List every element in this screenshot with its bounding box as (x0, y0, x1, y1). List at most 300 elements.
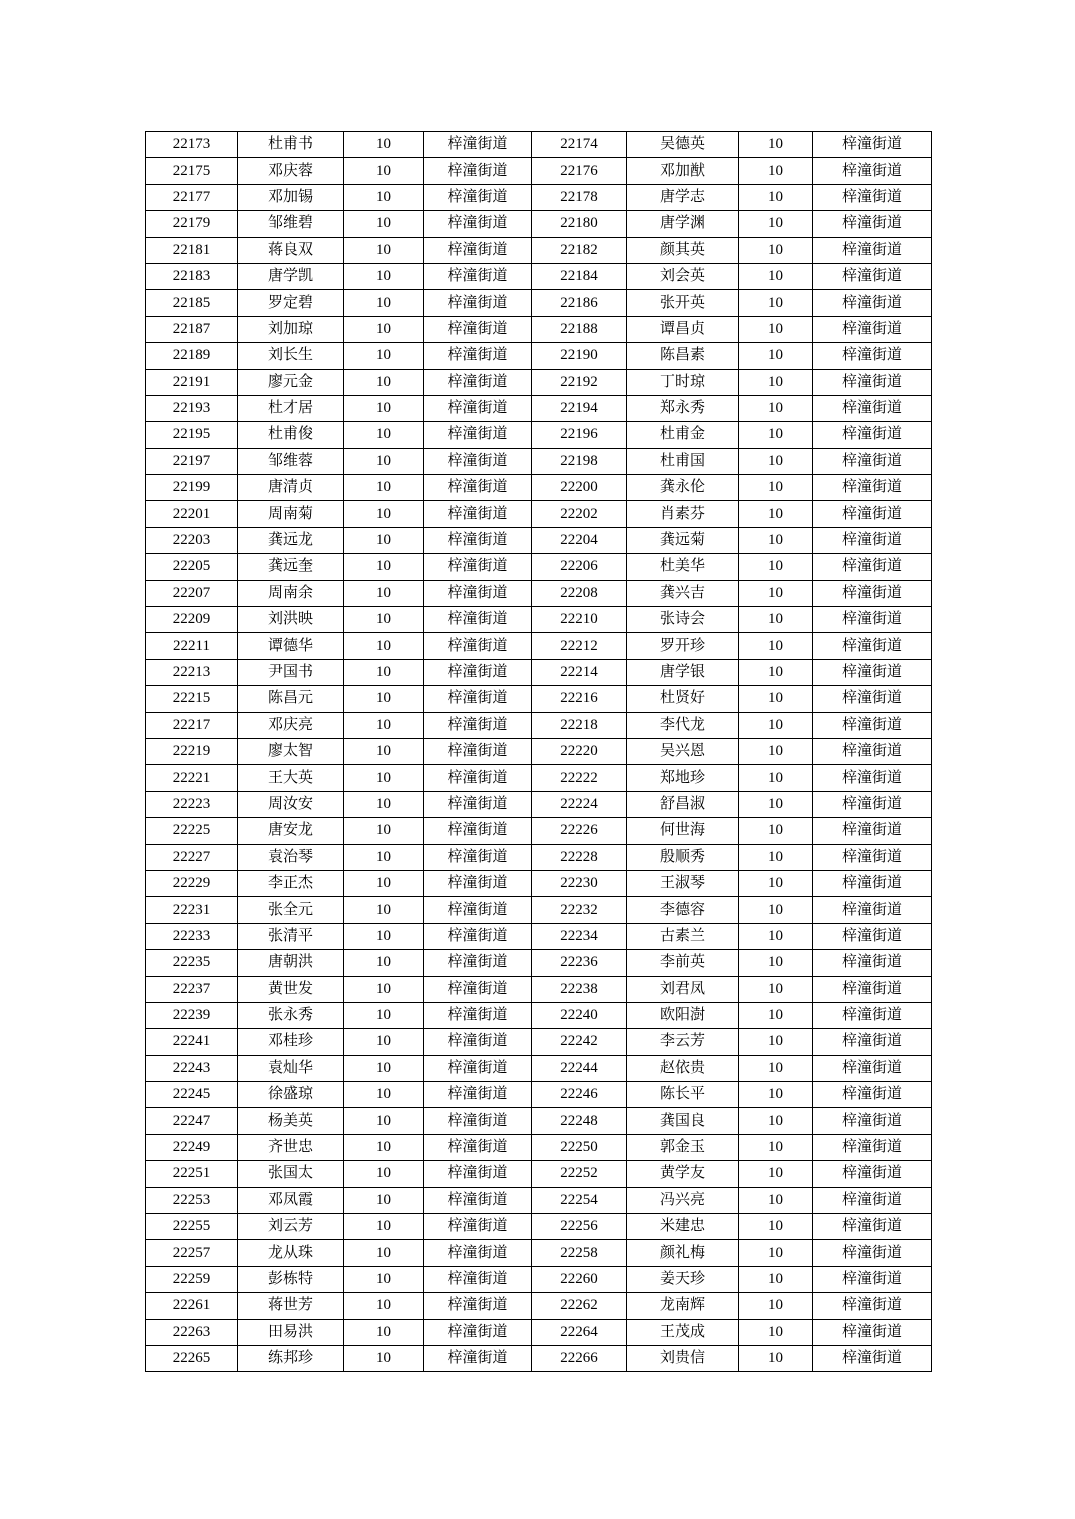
person-name: 谭昌贞 (627, 316, 739, 342)
amount: 10 (344, 897, 424, 923)
table-row (146, 132, 932, 158)
table-row (146, 1187, 932, 1213)
person-id: 22214 (532, 659, 627, 685)
amount: 10 (344, 132, 424, 158)
district: 梓潼街道 (813, 263, 932, 289)
table-row (146, 765, 932, 791)
amount: 10 (739, 501, 813, 527)
district: 梓潼街道 (813, 897, 932, 923)
person-name: 刘云芳 (238, 1214, 344, 1240)
person-name: 古素兰 (627, 923, 739, 949)
amount: 10 (344, 1240, 424, 1266)
records-table-body (146, 132, 932, 1372)
person-name: 唐清贞 (238, 475, 344, 501)
amount: 10 (344, 211, 424, 237)
person-id: 22216 (532, 686, 627, 712)
table-row (146, 395, 932, 421)
district: 梓潼街道 (813, 501, 932, 527)
person-id: 22235 (146, 950, 238, 976)
district: 梓潼街道 (424, 607, 532, 633)
amount: 10 (739, 1029, 813, 1055)
amount: 10 (739, 369, 813, 395)
amount: 10 (344, 395, 424, 421)
person-name: 练邦珍 (238, 1345, 344, 1371)
district: 梓潼街道 (813, 1055, 932, 1081)
table-row (146, 1266, 932, 1292)
amount: 10 (344, 1161, 424, 1187)
district: 梓潼街道 (813, 237, 932, 263)
amount: 10 (739, 950, 813, 976)
person-name: 何世海 (627, 818, 739, 844)
amount: 10 (344, 870, 424, 896)
district: 梓潼街道 (813, 607, 932, 633)
person-id: 22187 (146, 316, 238, 342)
person-name: 郑永秀 (627, 395, 739, 421)
person-id: 22255 (146, 1214, 238, 1240)
person-name: 邹维蓉 (238, 448, 344, 474)
person-name: 黄学友 (627, 1161, 739, 1187)
district: 梓潼街道 (813, 1293, 932, 1319)
person-name: 颜其英 (627, 237, 739, 263)
table-row (146, 158, 932, 184)
person-name: 王大英 (238, 765, 344, 791)
amount: 10 (344, 1055, 424, 1081)
person-name: 郭金玉 (627, 1134, 739, 1160)
table-row (146, 1002, 932, 1028)
table-row (146, 791, 932, 817)
amount: 10 (344, 448, 424, 474)
person-id: 22232 (532, 897, 627, 923)
person-id: 22249 (146, 1134, 238, 1160)
person-name: 肖素芬 (627, 501, 739, 527)
district: 梓潼街道 (424, 765, 532, 791)
district: 梓潼街道 (424, 1029, 532, 1055)
person-id: 22176 (532, 158, 627, 184)
person-name: 黄世发 (238, 976, 344, 1002)
person-name: 刘洪映 (238, 607, 344, 633)
table-row (146, 950, 932, 976)
person-name: 杜甫国 (627, 448, 739, 474)
person-id: 22175 (146, 158, 238, 184)
person-id: 22224 (532, 791, 627, 817)
amount: 10 (739, 1161, 813, 1187)
person-name: 邓加猷 (627, 158, 739, 184)
person-id: 22182 (532, 237, 627, 263)
table-row (146, 554, 932, 580)
district: 梓潼街道 (813, 448, 932, 474)
table-row (146, 1108, 932, 1134)
person-name: 龙从珠 (238, 1240, 344, 1266)
district: 梓潼街道 (424, 897, 532, 923)
table-row (146, 475, 932, 501)
amount: 10 (739, 263, 813, 289)
person-id: 22254 (532, 1187, 627, 1213)
table-row (146, 870, 932, 896)
person-name: 唐安龙 (238, 818, 344, 844)
district: 梓潼街道 (424, 686, 532, 712)
district: 梓潼街道 (813, 950, 932, 976)
person-name: 杜甫书 (238, 132, 344, 158)
person-name: 谭德华 (238, 633, 344, 659)
table-row (146, 1345, 932, 1371)
table-row (146, 422, 932, 448)
table-row (146, 343, 932, 369)
district: 梓潼街道 (813, 1108, 932, 1134)
amount: 10 (739, 343, 813, 369)
person-id: 22186 (532, 290, 627, 316)
amount: 10 (344, 475, 424, 501)
records-table (145, 131, 932, 1372)
table-row (146, 686, 932, 712)
person-id: 22227 (146, 844, 238, 870)
amount: 10 (344, 1319, 424, 1345)
amount: 10 (344, 1214, 424, 1240)
district: 梓潼街道 (424, 738, 532, 764)
person-name: 蒋世芳 (238, 1293, 344, 1319)
amount: 10 (739, 1319, 813, 1345)
table-row (146, 1293, 932, 1319)
table-row (146, 263, 932, 289)
person-name: 龚国良 (627, 1108, 739, 1134)
person-id: 22174 (532, 132, 627, 158)
person-id: 22190 (532, 343, 627, 369)
person-name: 杜甫俊 (238, 422, 344, 448)
district: 梓潼街道 (813, 1134, 932, 1160)
person-id: 22211 (146, 633, 238, 659)
person-id: 22260 (532, 1266, 627, 1292)
person-id: 22188 (532, 316, 627, 342)
person-id: 22219 (146, 738, 238, 764)
table-row (146, 184, 932, 210)
district: 梓潼街道 (813, 1082, 932, 1108)
district: 梓潼街道 (424, 395, 532, 421)
amount: 10 (344, 950, 424, 976)
table-row (146, 1161, 932, 1187)
person-name: 龚永伦 (627, 475, 739, 501)
district: 梓潼街道 (424, 290, 532, 316)
table-row (146, 580, 932, 606)
district: 梓潼街道 (813, 818, 932, 844)
person-name: 张永秀 (238, 1002, 344, 1028)
person-id: 22244 (532, 1055, 627, 1081)
person-name: 徐盛琼 (238, 1082, 344, 1108)
district: 梓潼街道 (813, 211, 932, 237)
person-id: 22201 (146, 501, 238, 527)
person-name: 邓庆蓉 (238, 158, 344, 184)
amount: 10 (739, 448, 813, 474)
person-name: 陈昌素 (627, 343, 739, 369)
person-id: 22234 (532, 923, 627, 949)
person-name: 邓庆亮 (238, 712, 344, 738)
amount: 10 (344, 1293, 424, 1319)
person-id: 22229 (146, 870, 238, 896)
person-name: 王淑琴 (627, 870, 739, 896)
district: 梓潼街道 (424, 132, 532, 158)
district: 梓潼街道 (813, 976, 932, 1002)
amount: 10 (739, 580, 813, 606)
district: 梓潼街道 (813, 844, 932, 870)
person-name: 唐朝洪 (238, 950, 344, 976)
table-row (146, 738, 932, 764)
person-name: 丁时琼 (627, 369, 739, 395)
person-id: 22265 (146, 1345, 238, 1371)
person-name: 龚远奎 (238, 554, 344, 580)
district: 梓潼街道 (813, 158, 932, 184)
amount: 10 (739, 184, 813, 210)
district: 梓潼街道 (424, 1240, 532, 1266)
person-id: 22228 (532, 844, 627, 870)
amount: 10 (344, 422, 424, 448)
table-row (146, 211, 932, 237)
person-id: 22238 (532, 976, 627, 1002)
person-name: 刘加琼 (238, 316, 344, 342)
amount: 10 (344, 738, 424, 764)
person-id: 22230 (532, 870, 627, 896)
district: 梓潼街道 (813, 554, 932, 580)
records-table-container (145, 131, 932, 1372)
district: 梓潼街道 (424, 1293, 532, 1319)
person-name: 袁灿华 (238, 1055, 344, 1081)
amount: 10 (739, 316, 813, 342)
amount: 10 (739, 976, 813, 1002)
district: 梓潼街道 (424, 1082, 532, 1108)
amount: 10 (344, 580, 424, 606)
amount: 10 (344, 1002, 424, 1028)
person-id: 22209 (146, 607, 238, 633)
person-id: 22177 (146, 184, 238, 210)
district: 梓潼街道 (424, 184, 532, 210)
person-id: 22221 (146, 765, 238, 791)
table-row (146, 633, 932, 659)
amount: 10 (739, 1002, 813, 1028)
amount: 10 (739, 659, 813, 685)
district: 梓潼街道 (813, 633, 932, 659)
district: 梓潼街道 (424, 448, 532, 474)
person-id: 22253 (146, 1187, 238, 1213)
person-name: 龚远菊 (627, 527, 739, 553)
table-row (146, 527, 932, 553)
amount: 10 (344, 976, 424, 1002)
amount: 10 (739, 633, 813, 659)
amount: 10 (739, 897, 813, 923)
district: 梓潼街道 (424, 527, 532, 553)
amount: 10 (739, 791, 813, 817)
table-row (146, 659, 932, 685)
district: 梓潼街道 (813, 791, 932, 817)
amount: 10 (344, 791, 424, 817)
person-name: 龚远龙 (238, 527, 344, 553)
person-name: 邓加锡 (238, 184, 344, 210)
district: 梓潼街道 (424, 475, 532, 501)
person-name: 刘会英 (627, 263, 739, 289)
person-id: 22178 (532, 184, 627, 210)
person-name: 李前英 (627, 950, 739, 976)
amount: 10 (344, 765, 424, 791)
person-name: 周汝安 (238, 791, 344, 817)
person-name: 张全元 (238, 897, 344, 923)
person-name: 邓桂珍 (238, 1029, 344, 1055)
district: 梓潼街道 (813, 527, 932, 553)
person-name: 郑地珍 (627, 765, 739, 791)
person-name: 蒋良双 (238, 237, 344, 263)
person-id: 22225 (146, 818, 238, 844)
table-row (146, 1240, 932, 1266)
person-name: 廖太智 (238, 738, 344, 764)
person-name: 刘长生 (238, 343, 344, 369)
person-id: 22202 (532, 501, 627, 527)
amount: 10 (739, 395, 813, 421)
person-id: 22183 (146, 263, 238, 289)
amount: 10 (739, 870, 813, 896)
person-name: 张国太 (238, 1161, 344, 1187)
amount: 10 (344, 712, 424, 738)
person-id: 22239 (146, 1002, 238, 1028)
district: 梓潼街道 (424, 1345, 532, 1371)
person-name: 姜天珍 (627, 1266, 739, 1292)
person-id: 22248 (532, 1108, 627, 1134)
amount: 10 (739, 1082, 813, 1108)
person-name: 李代龙 (627, 712, 739, 738)
table-row (146, 1214, 932, 1240)
person-id: 22245 (146, 1082, 238, 1108)
district: 梓潼街道 (813, 686, 932, 712)
amount: 10 (739, 1134, 813, 1160)
amount: 10 (344, 1108, 424, 1134)
person-id: 22212 (532, 633, 627, 659)
table-row (146, 237, 932, 263)
district: 梓潼街道 (424, 369, 532, 395)
person-id: 22206 (532, 554, 627, 580)
person-id: 22243 (146, 1055, 238, 1081)
amount: 10 (344, 554, 424, 580)
amount: 10 (344, 1082, 424, 1108)
person-id: 22197 (146, 448, 238, 474)
person-id: 22241 (146, 1029, 238, 1055)
person-id: 22236 (532, 950, 627, 976)
amount: 10 (739, 1240, 813, 1266)
amount: 10 (739, 132, 813, 158)
amount: 10 (344, 316, 424, 342)
district: 梓潼街道 (813, 1240, 932, 1266)
amount: 10 (739, 422, 813, 448)
amount: 10 (344, 369, 424, 395)
district: 梓潼街道 (813, 738, 932, 764)
amount: 10 (344, 686, 424, 712)
amount: 10 (344, 1029, 424, 1055)
district: 梓潼街道 (813, 1187, 932, 1213)
person-name: 罗开珍 (627, 633, 739, 659)
district: 梓潼街道 (813, 923, 932, 949)
person-name: 田易洪 (238, 1319, 344, 1345)
person-id: 22242 (532, 1029, 627, 1055)
amount: 10 (344, 343, 424, 369)
amount: 10 (739, 607, 813, 633)
person-name: 米建忠 (627, 1214, 739, 1240)
person-id: 22204 (532, 527, 627, 553)
person-id: 22179 (146, 211, 238, 237)
table-row (146, 448, 932, 474)
person-id: 22180 (532, 211, 627, 237)
district: 梓潼街道 (424, 422, 532, 448)
amount: 10 (344, 501, 424, 527)
person-id: 22194 (532, 395, 627, 421)
table-row (146, 1319, 932, 1345)
person-id: 22222 (532, 765, 627, 791)
district: 梓潼街道 (813, 1214, 932, 1240)
district: 梓潼街道 (813, 1029, 932, 1055)
person-name: 唐学凯 (238, 263, 344, 289)
district: 梓潼街道 (424, 1319, 532, 1345)
amount: 10 (739, 1293, 813, 1319)
person-id: 22257 (146, 1240, 238, 1266)
amount: 10 (739, 158, 813, 184)
district: 梓潼街道 (424, 818, 532, 844)
table-row (146, 1055, 932, 1081)
amount: 10 (344, 923, 424, 949)
table-row (146, 897, 932, 923)
person-id: 22223 (146, 791, 238, 817)
person-name: 齐世忠 (238, 1134, 344, 1160)
amount: 10 (344, 844, 424, 870)
amount: 10 (739, 738, 813, 764)
table-row (146, 818, 932, 844)
district: 梓潼街道 (813, 1002, 932, 1028)
person-name: 邓凤霞 (238, 1187, 344, 1213)
amount: 10 (344, 818, 424, 844)
table-row (146, 923, 932, 949)
person-id: 22233 (146, 923, 238, 949)
amount: 10 (739, 211, 813, 237)
table-row (146, 369, 932, 395)
amount: 10 (344, 237, 424, 263)
amount: 10 (739, 475, 813, 501)
person-id: 22181 (146, 237, 238, 263)
person-name: 舒昌淑 (627, 791, 739, 817)
person-name: 李正杰 (238, 870, 344, 896)
district: 梓潼街道 (424, 211, 532, 237)
person-name: 冯兴亮 (627, 1187, 739, 1213)
amount: 10 (739, 237, 813, 263)
district: 梓潼街道 (424, 1108, 532, 1134)
amount: 10 (344, 659, 424, 685)
person-id: 22256 (532, 1214, 627, 1240)
district: 梓潼街道 (424, 1187, 532, 1213)
person-name: 唐学渊 (627, 211, 739, 237)
district: 梓潼街道 (424, 950, 532, 976)
person-name: 唐学志 (627, 184, 739, 210)
person-name: 杜美华 (627, 554, 739, 580)
district: 梓潼街道 (424, 1161, 532, 1187)
district: 梓潼街道 (424, 263, 532, 289)
district: 梓潼街道 (813, 1319, 932, 1345)
person-name: 罗定碧 (238, 290, 344, 316)
district: 梓潼街道 (424, 158, 532, 184)
person-name: 刘贵信 (627, 1345, 739, 1371)
person-id: 22263 (146, 1319, 238, 1345)
person-name: 刘君凤 (627, 976, 739, 1002)
person-name: 殷顺秀 (627, 844, 739, 870)
person-id: 22191 (146, 369, 238, 395)
person-id: 22193 (146, 395, 238, 421)
table-row (146, 501, 932, 527)
amount: 10 (344, 1187, 424, 1213)
district: 梓潼街道 (424, 870, 532, 896)
person-name: 王茂成 (627, 1319, 739, 1345)
person-name: 吴德英 (627, 132, 739, 158)
person-id: 22259 (146, 1266, 238, 1292)
district: 梓潼街道 (813, 712, 932, 738)
amount: 10 (739, 923, 813, 949)
